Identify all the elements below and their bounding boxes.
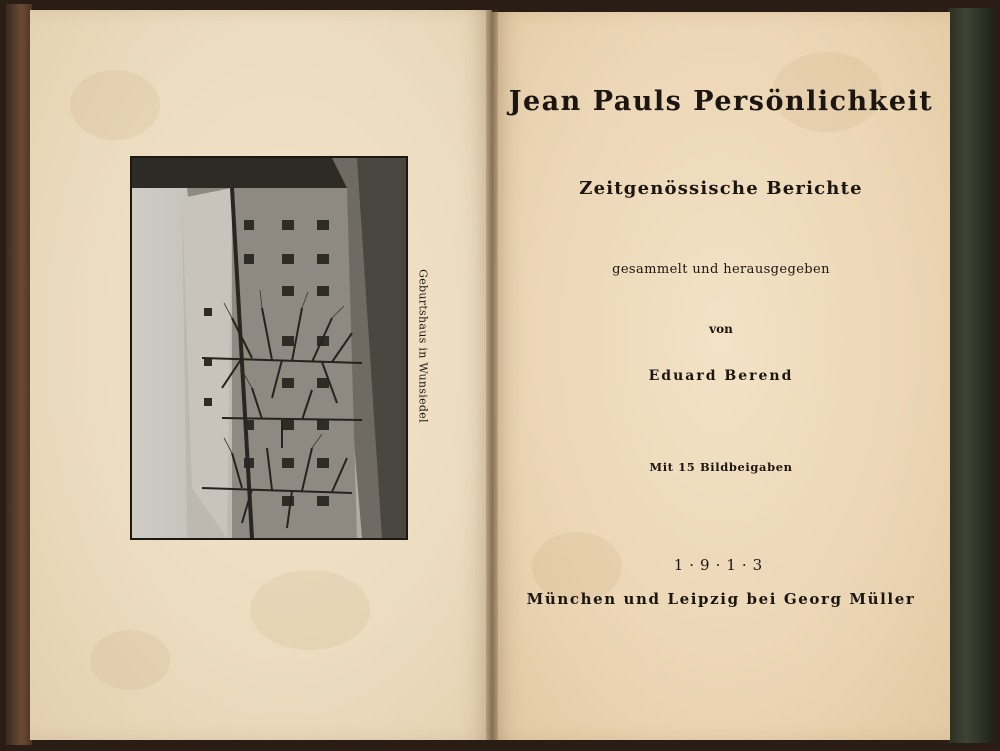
editor-line: gesammelt und herausgegeben (612, 262, 830, 277)
book-cover-left-edge (6, 4, 32, 745)
birthplace-photo (130, 156, 408, 540)
book-title: Jean Pauls Persönlichkeit (508, 86, 934, 117)
photo-caption-area (412, 156, 434, 536)
publication-year: 1·9·1·3 (673, 556, 769, 574)
illustrations-note: Mit 15 Bildbeigaben (649, 460, 793, 474)
author-name: Eduard Berend (648, 368, 794, 384)
von-line: von (709, 322, 733, 336)
book-subtitle: Zeitgenössische Berichte (579, 178, 863, 199)
birthplace-photo-illustration (132, 158, 406, 538)
book-cover-right-edge (948, 8, 994, 743)
publisher-line: München und Leipzig bei Georg Müller (526, 590, 916, 608)
photo-caption: Geburtshaus in Wunsiedel (416, 269, 430, 423)
